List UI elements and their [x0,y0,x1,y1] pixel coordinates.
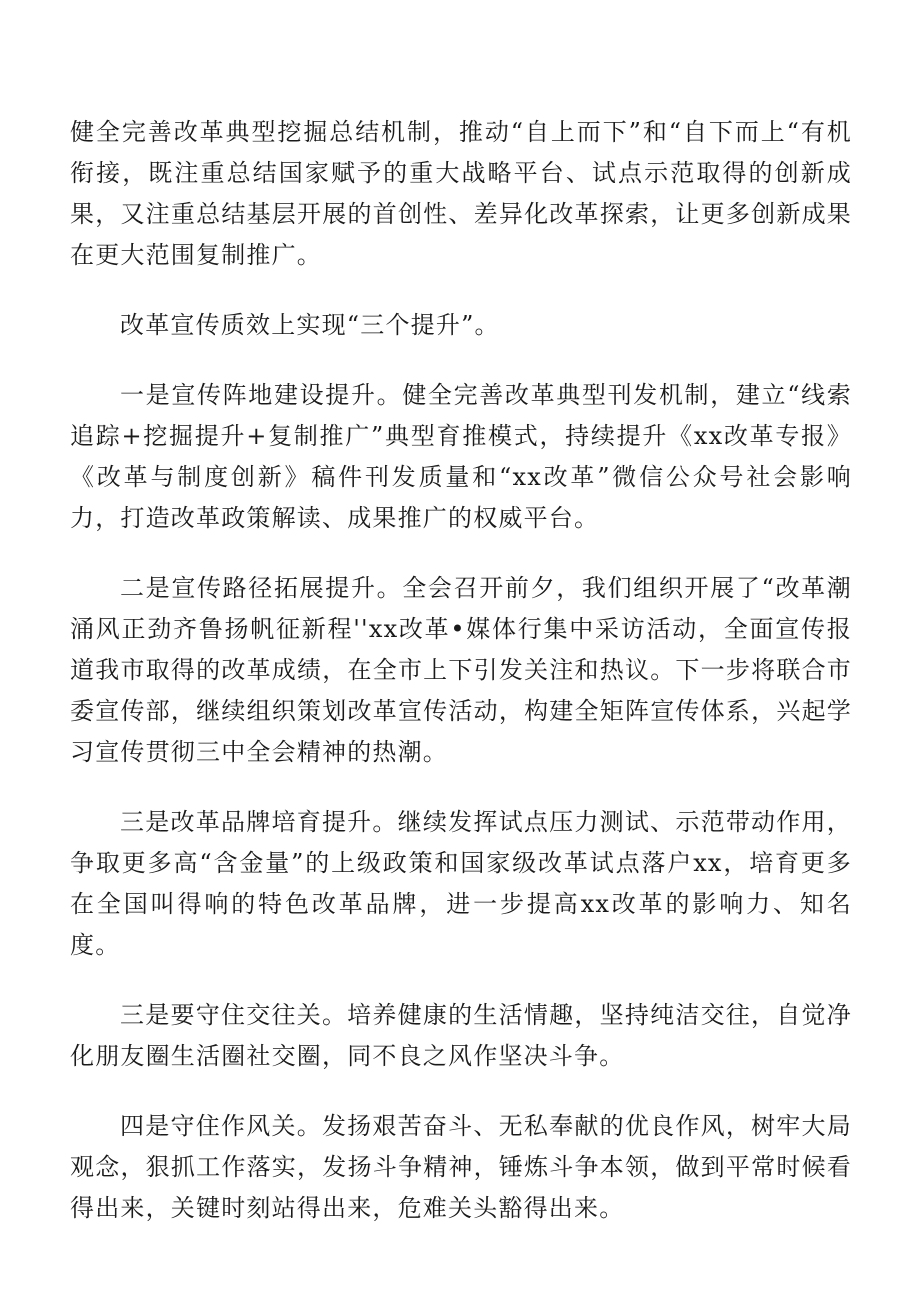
paragraph-publicity-path: 二是宣传路径拓展提升。全会召开前夕，我们组织开展了“改革潮涌风正劲齐鲁扬帆征新程''xx改革•媒体行集中采访活动，全面宣传报道我市取得的改革成绩，在全市上下引发关注和热议。下一步将联合市委宣传部，继续组织策划改革宣传活动，构建全矩阵宣传体系，兴起学习宣传贯彻三中全会精神的热潮。 [70,574,852,766]
paragraph-publicity-platform: 一是宣传阵地建设提升。健全完善改革典型刊发机制，建立“线索追踪+挖掘提升+复制推广”典型育推模式，持续提升《xx改革专报》《改革与制度创新》稿件刊发质量和“xx改革”微信公众号社会影响力，打造改革政策解读、成果推广的权威平台。 [70,381,852,532]
paragraph-reform-typical-summary: 健全完善改革典型挖掘总结机制，推动“自上而下”和“自下而上“有机衔接，既注重总结国家赋予的重大战略平台、试点示范取得的创新成果，又注重总结基层开展的首创性、差异化改革探索，让更多创新成果在更大范围复制推广。 [70,118,852,269]
document-body [70,112,852,1258]
paragraph-three-improvements-heading: 改革宣传质效上实现“三个提升”。 [120,311,500,339]
paragraph-social-relations: 三是要守住交往关。培养健康的生活情趣，坚持纯洁交往，自觉净化朋友圈生活圈社交圈，同不良之风作坚决斗争。 [70,1001,852,1070]
paragraph-work-style: 四是守住作风关。发扬艰苦奋斗、无私奉献的优良作风，树牢大局观念，狠抓工作落实，发扬斗争精神，锤炼斗争本领，做到平常时候看得出来，关键时刻站得出来，危难关头豁得出来。 [70,1112,852,1222]
paragraph-reform-brand: 三是改革品牌培育提升。继续发挥试点压力测试、示范带动作用，争取更多高“含金量”的上级政策和国家级改革试点落户xx，培育更多在全国叫得响的特色改革品牌，进一步提高xx改革的影响力、知名度。 [70,808,852,959]
